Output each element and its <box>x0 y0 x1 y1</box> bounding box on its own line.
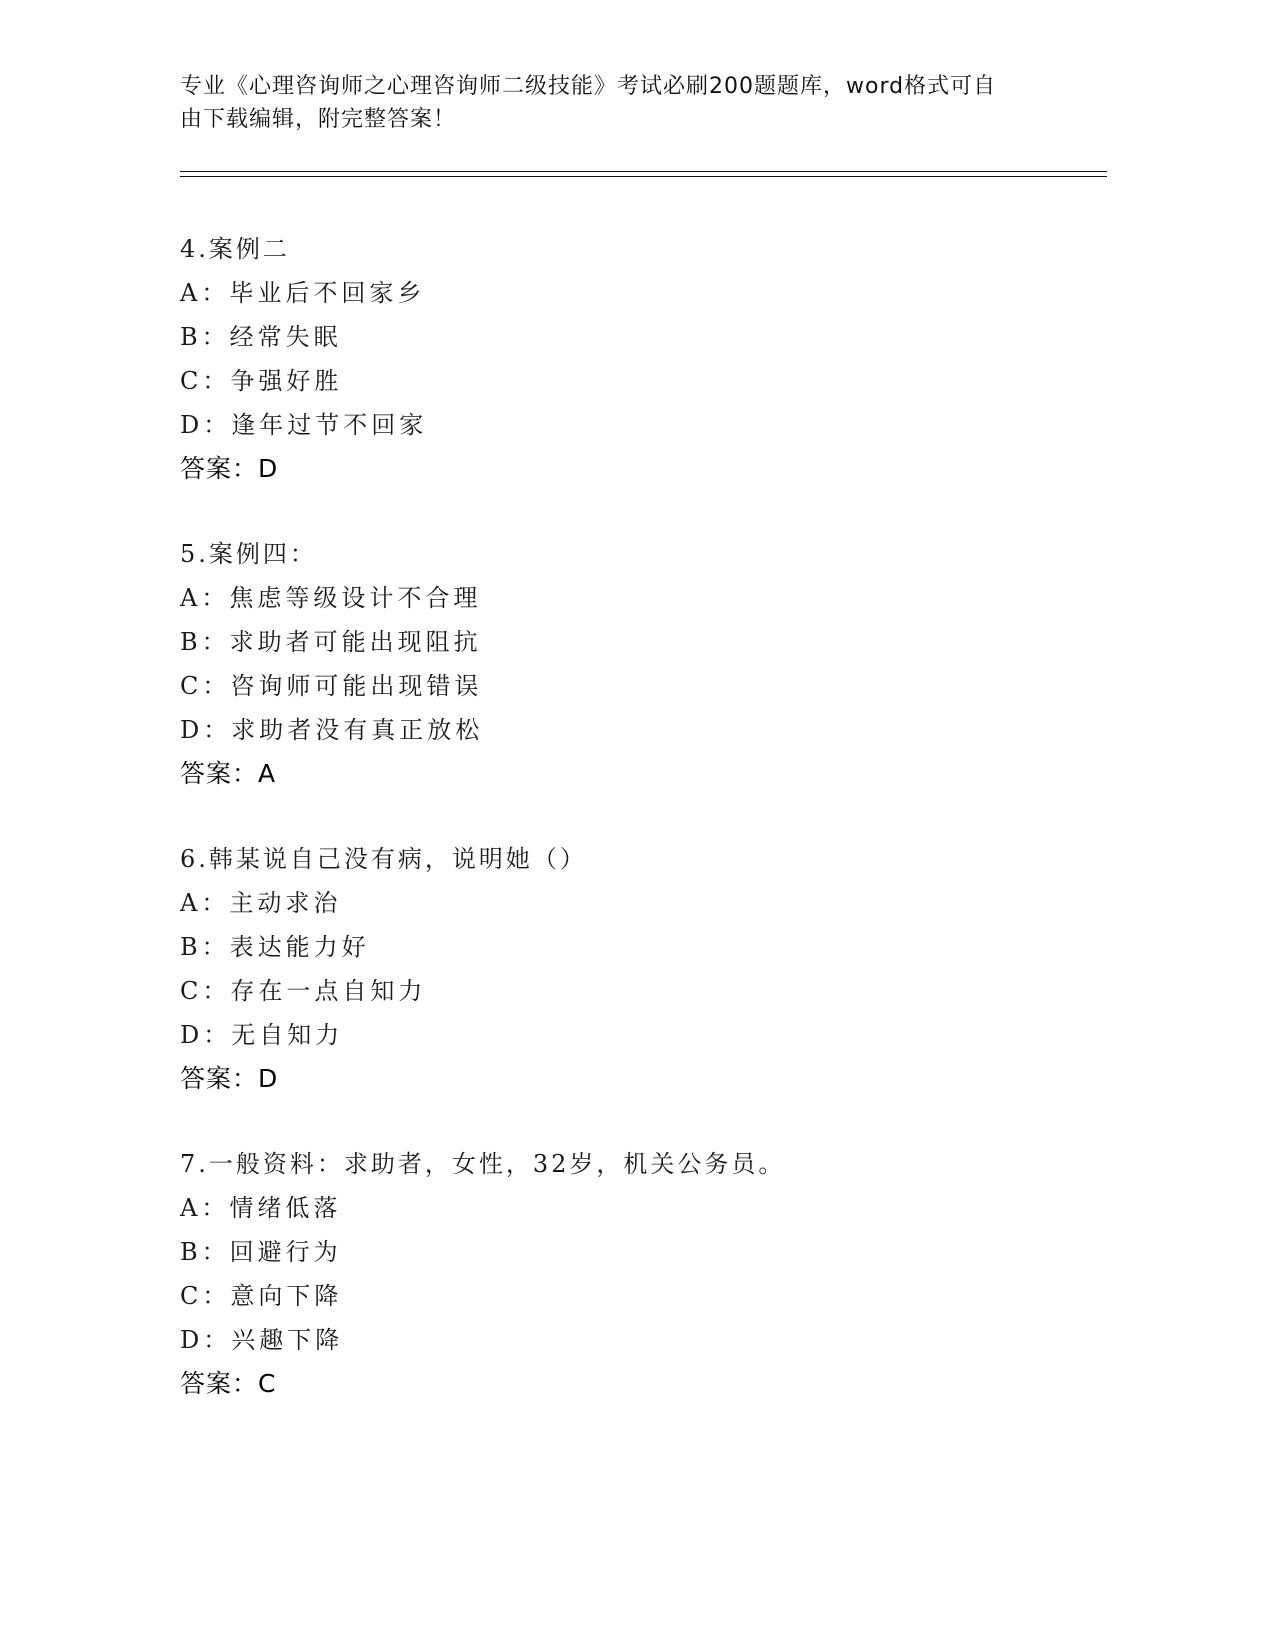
question-title: 7.一般资料：求助者，女性，32岁，机关公务员。 <box>180 1150 786 1178</box>
answer-line: 答案：A <box>180 759 277 788</box>
option-d: D：无自知力 <box>180 1021 344 1049</box>
option-b: B：求助者可能出现阻抗 <box>180 628 482 656</box>
answer-line: 答案：C <box>180 1369 277 1398</box>
option-b: B：经常失眠 <box>180 323 342 351</box>
header-line-2: 由下载编辑，附完整答案！ <box>180 107 457 132</box>
option-c: C：存在一点自知力 <box>180 977 427 1005</box>
question-item-5 <box>180 532 1100 796</box>
question-title: 5.案例四： <box>180 540 317 568</box>
option-b: B：表达能力好 <box>180 933 370 961</box>
option-c: C：咨询师可能出现错误 <box>180 672 483 700</box>
option-d: D：逢年过节不回家 <box>180 411 428 439</box>
option-d: D：求助者没有真正放松 <box>180 716 484 744</box>
document-header <box>180 70 1040 136</box>
option-b: B：回避行为 <box>180 1238 342 1266</box>
option-a: A：焦虑等级设计不合理 <box>180 584 482 612</box>
question-title: 6.韩某说自己没有病，说明她（） <box>180 845 587 873</box>
option-a: A：毕业后不回家乡 <box>180 279 426 307</box>
question-list <box>180 227 1100 1447</box>
option-c: C：意向下降 <box>180 1282 343 1310</box>
header-divider-bottom <box>180 176 1107 177</box>
header-line-1: 专业《心理咨询师之心理咨询师二级技能》考试必刷200题题库，word格式可自 <box>180 74 997 99</box>
answer-line: 答案：D <box>180 454 279 483</box>
answer-line: 答案：D <box>180 1064 279 1093</box>
question-item-7 <box>180 1142 1100 1406</box>
option-c: C：争强好胜 <box>180 367 343 395</box>
option-d: D：兴趣下降 <box>180 1326 344 1354</box>
option-a: A：主动求治 <box>180 889 342 917</box>
option-a: A：情绪低落 <box>180 1194 342 1222</box>
header-divider-top <box>180 171 1107 172</box>
question-item-6 <box>180 837 1100 1101</box>
question-item-4 <box>180 227 1100 491</box>
question-title: 4.案例二 <box>180 235 290 263</box>
